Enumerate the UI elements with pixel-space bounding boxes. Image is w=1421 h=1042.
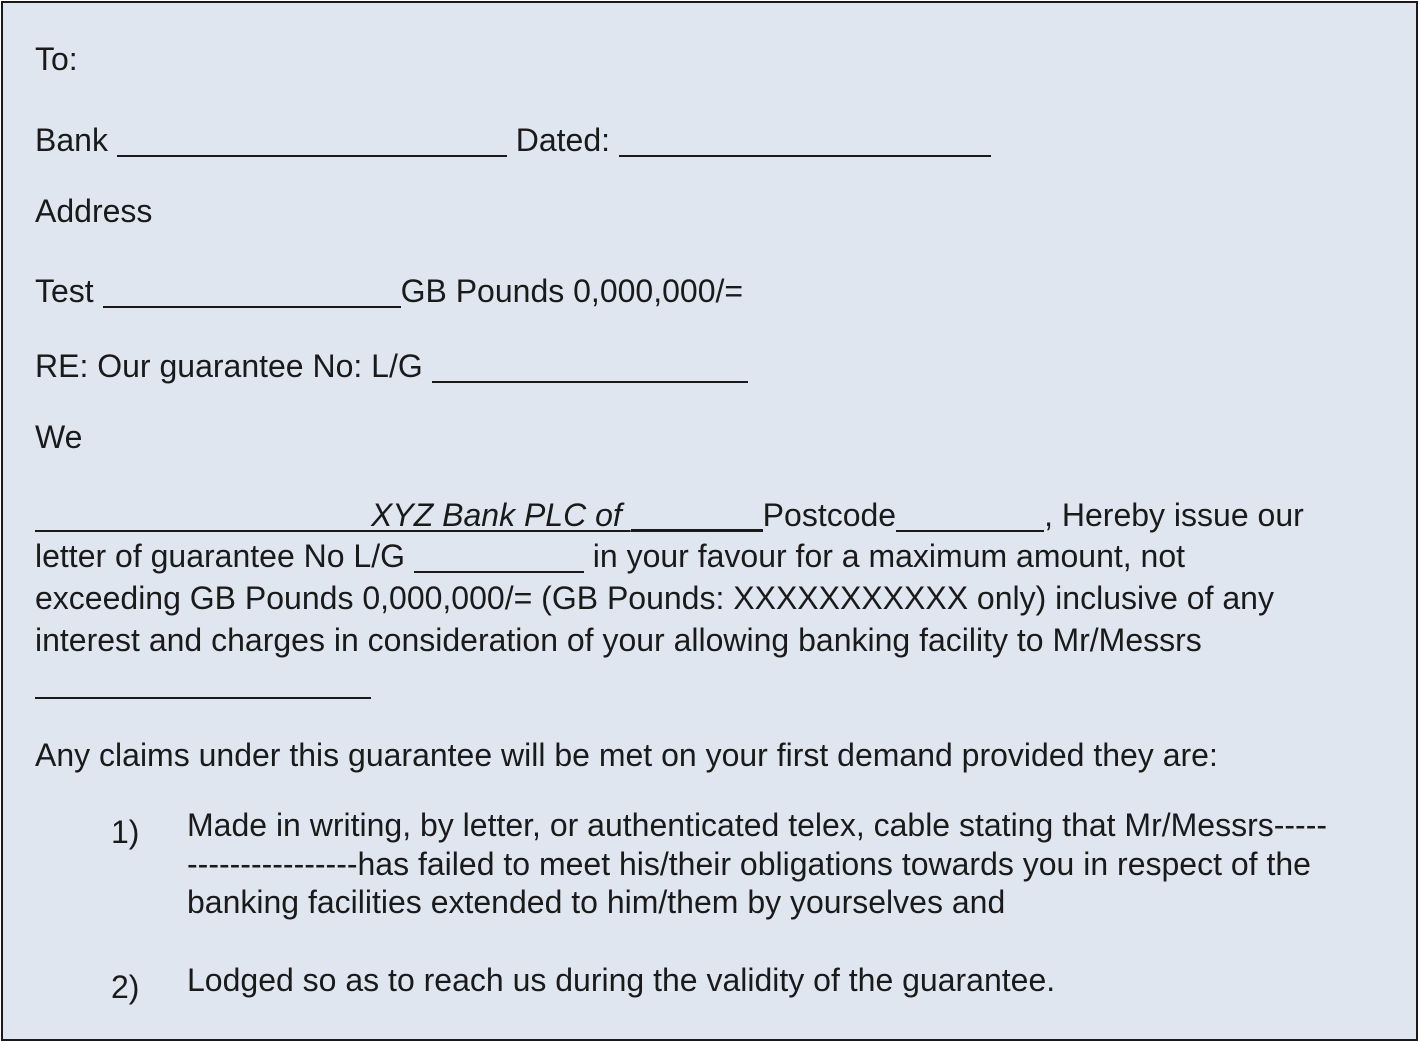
amount-text: GB Pounds 0,000,000/= [400,273,744,309]
location-blank [631,499,763,532]
condition-1-line-3: banking facilities extended to him/them by yourselves and [187,884,1006,920]
bank-label: Bank [35,122,108,158]
test-blank [103,276,401,308]
condition-1-line-2: ----------------has failed to meet his/their obligations towards you in respect of the [187,845,1311,882]
condition-2-line-1: Lodged so as to reach us during the validity of the guarantee. [187,962,1056,998]
customer-blank [35,667,371,699]
bank-line [35,119,991,156]
postcode-blank [896,500,1044,532]
claims-intro: Any claims under this guarantee will be met on your first demand provided they are: [35,737,1218,773]
condition-2-number: 2) [111,969,140,1005]
condition-1-number: 1) [111,814,140,850]
condition-1-line-1: Made in writing, by letter, or authenticated telex, cable stating that Mr/Messrs----- [187,807,1328,843]
postcode-label: Postcode [762,497,897,533]
guarantee-no-blank [432,351,748,383]
re-line [35,345,748,382]
dated-label: Dated: [515,122,610,158]
lg-number-blank [414,541,584,573]
paragraph-line-4: interest and charges in consideration of your allowing banking facility to Mr/Messrs [35,622,1202,658]
bank-name: XYZ Bank PLC of [371,497,631,533]
paragraph-line-3: exceeding GB Pounds 0,000,000/= (GB Pounds: XXXXXXXXXXX only) inclusive of any [35,580,1274,616]
paragraph-line-2-end: in your favour for a maximum amount, not [583,538,1186,574]
guarantee-paragraph [35,493,1355,703]
test-label: Test [35,273,94,309]
paragraph-line-1 [35,493,1355,535]
condition-1-text [187,806,1387,922]
guarantee-letter [1,1,1418,1041]
address-label: Address [35,193,153,229]
bank-blank [117,125,507,157]
issuer-blank [35,500,371,532]
re-label: RE: Our guarantee No: L/G [35,348,423,384]
paragraph-line-2 [35,535,1355,577]
issue-text: , Hereby issue our [1044,497,1304,533]
to-label: To: [35,41,78,77]
condition-2-text [187,961,1387,1000]
we-label: We [35,419,83,455]
paragraph-line-5 [35,661,1355,703]
paragraph-line-2-start: letter of guarantee No L/G [35,538,405,574]
test-line [35,270,743,307]
dated-blank [619,125,991,157]
